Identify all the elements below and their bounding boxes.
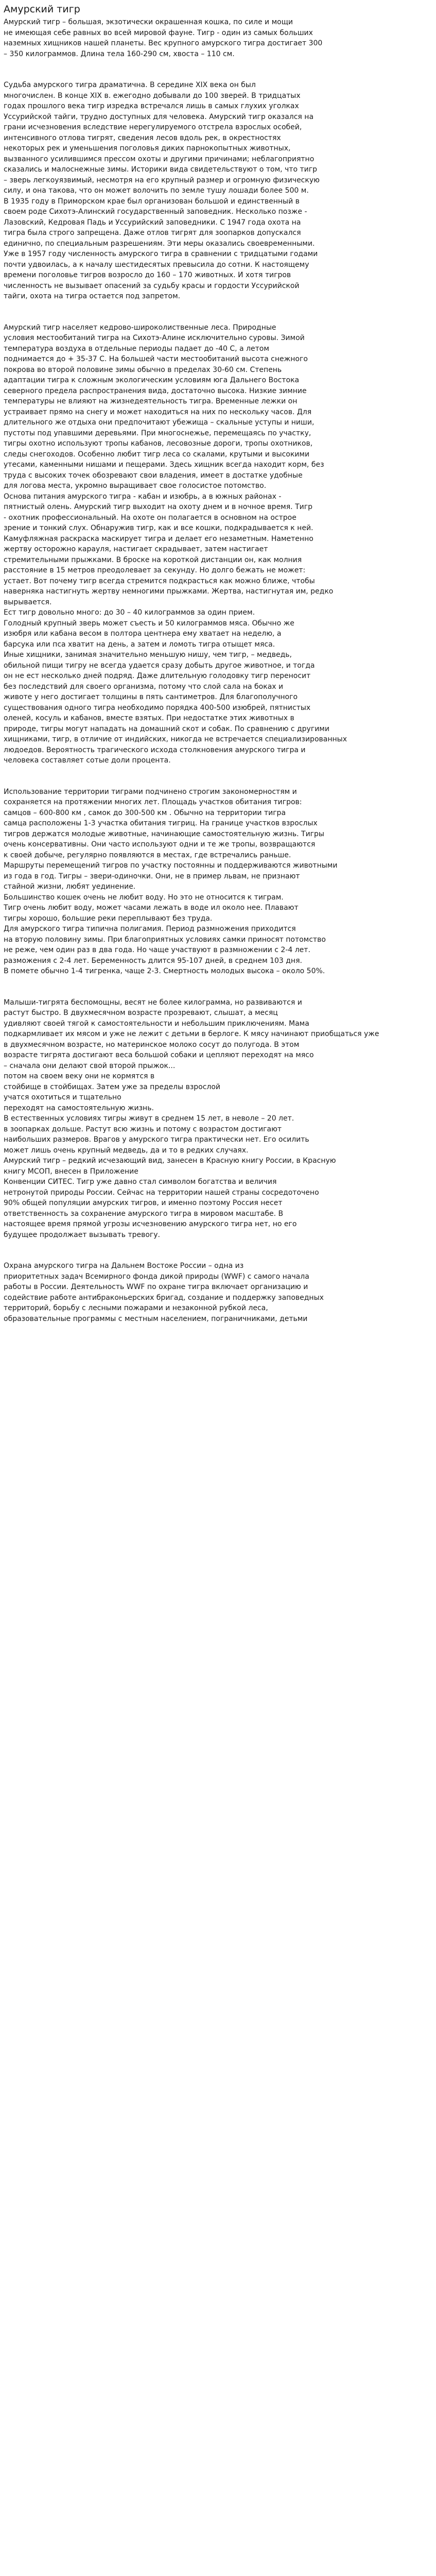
- text-line: Иные хищники, занимая значительно меньшую нишу, чем тигр, – медведь,: [4, 651, 292, 659]
- text-line: без последствий для своего организма, потому что слой сала на боках и: [4, 682, 284, 691]
- text-line: В естественных условиях тигры живут в среднем 15 лет, в неволе – 20 лет.: [4, 1114, 294, 1123]
- text-line: природе, тигры могут нападать на домашний скот и собак. По сравнению с другими: [4, 724, 329, 733]
- paragraph-gap: [4, 977, 432, 997]
- text-line: температуры не влияют на жизнедеятельность тигра. Временные лежки он: [4, 397, 298, 405]
- text-line: поднимается до + 35-37 С. На большей части местообитаний высота снежного: [4, 355, 308, 363]
- paragraph: [4, 997, 432, 1241]
- text-line: северного предела распространения вида, достаточно высока. Низкие зимние: [4, 386, 307, 395]
- text-line: Малыши-тигрята беспомощны, весят не более килограмма, но развиваются и: [4, 998, 302, 1007]
- text-line: тигров держатся молодые животные, начинающие самостоятельную жизнь. Тигры: [4, 829, 324, 838]
- text-line: Амурский тигр населяет кедрово-широколиственные леса. Природные: [4, 323, 276, 332]
- text-line: длительного же отдыха они предпочитают убежища – скальные уступы и ниши,: [4, 418, 315, 427]
- text-line: Основа питания амурского тигра - кабан и изюбрь, а в южных районах -: [4, 492, 282, 501]
- text-line: содействие работе антибраконьерских бригад, создание и поддержку заповедных: [4, 1293, 324, 1302]
- text-line: самцов – 600-800 км , самок до 300-500 км . Обычно на территории тигра: [4, 808, 286, 817]
- text-line: растут быстро. В двухмесячном возрасте прозревают, слышат, а месяц: [4, 1009, 278, 1017]
- text-line: Уссурийской тайги, трудно доступных для человека. Амурский тигр оказался на: [4, 112, 314, 121]
- text-line: книгу МСОП, внесен в Приложение: [4, 1167, 138, 1176]
- text-line: условия местообитаний тигра на Сихотэ-Алине исключительно суровы. Зимой: [4, 334, 305, 342]
- paragraph: [4, 1261, 432, 1324]
- text-line: Камуфляжная раскраска маскирует тигра и делает его незаметным. Наметенно: [4, 534, 313, 543]
- text-line: настоящее время прямой угрозы исчезновению амурского тигра нет, но его: [4, 1220, 297, 1228]
- text-line: сказались и малоснежные зимы. Историки вида свидетельствуют о том, что тигр: [4, 165, 317, 174]
- text-line: стремительными прыжками. В броске на короткой дистанции он, как молния: [4, 555, 302, 564]
- text-line: наземных хищников нашей планеты. Вес крупного амурского тигра достигает 300: [4, 39, 323, 47]
- text-line: Тигр очень любит воду, может часами лежать в воде ил около нее. Плавают: [4, 904, 299, 912]
- paragraph: [4, 323, 432, 766]
- text-line: тайги, охота на тигра остается под запретом.: [4, 292, 181, 300]
- text-line: – 350 килограммов. Длина тела 160-290 см, хвоста – 110 см.: [4, 49, 235, 58]
- text-line: устраивает прямо на снегу и может находиться на них по нескольку часов. Для: [4, 408, 312, 416]
- text-line: температура воздуха в отдельные периоды падает до -40 С, а летом: [4, 344, 269, 353]
- text-line: самца расположены 1-3 участка обитания тигриц. На границе участков взрослых: [4, 819, 318, 827]
- text-line: для логова места, укромно выращивает свое голосистое потомство.: [4, 482, 267, 490]
- text-line: Амурский тигр – большая, экзотически окрашенная кошка, по силе и мощи: [4, 18, 293, 26]
- text-line: ответственность за сохранение амурского тигра в мировом масштабе. В: [4, 1209, 284, 1218]
- text-line: тигры охотно используют тропы кабанов, лесовозные дороги, тропы охотников,: [4, 439, 313, 448]
- text-line: вырывается.: [4, 598, 52, 606]
- text-line: расстояние в 15 метров преодолевает за секунду. Но долго бежать не может:: [4, 566, 306, 574]
- text-line: стайной жизни, любят уединение.: [4, 883, 136, 891]
- text-line: наибольших размеров. Врагов у амурского тигра практически нет. Его осилить: [4, 1136, 309, 1144]
- text-line: потом на своем веку они не кормятся в: [4, 1072, 155, 1080]
- text-line: некоторых рек и уменьшения поголовья диких парнокопытных животных,: [4, 144, 291, 152]
- text-line: жертву осторожно карауля, настигает скрадывает, затем настигает: [4, 545, 268, 553]
- text-line: он не ест несколько дней подряд. Даже длительную голодовку тигр переносит: [4, 672, 311, 680]
- text-line: В 1935 году в Приморском крае был организован большой и единственный в: [4, 197, 300, 206]
- text-line: не имеющая себе равных во всей мировой фауне. Тигр - один из самых больших: [4, 28, 313, 37]
- text-line: человека составляет сотые доли процента.: [4, 756, 171, 765]
- text-line: в зоопарках дольше. Растут всю жизнь и потому с возрастом достигают: [4, 1125, 282, 1133]
- text-line: наверняка настигнуть жертву немногими прыжками. Жертва, настигнутая им, редко: [4, 587, 334, 596]
- text-line: своем роде Сихотэ-Алинский государственный заповедник. Несколько позже -: [4, 208, 307, 216]
- text-line: Голодный крупный зверь может съесть и 50 килограммов мяса. Обычно же: [4, 619, 294, 628]
- text-line: адаптации тигра к сложным экологическим условиям юга Дальнего Востока: [4, 376, 300, 384]
- text-line: покрова во второй половине зимы обычно в пределах 30-60 см. Степень: [4, 365, 282, 374]
- text-line: пустоты под упавшими деревьями. При многоснежье, перемещаясь по участку,: [4, 429, 311, 437]
- text-line: нетронутой природы России. Сейчас на территории нашей страны сосредоточено: [4, 1188, 319, 1197]
- text-line: изюбря или кабана весом в полтора центнера ему хватает на неделю, а: [4, 630, 282, 638]
- paragraph: [4, 17, 432, 59]
- text-line: Лазовский, Кедровая Падь и Уссурийский заповедники. С 1947 года охота на: [4, 218, 301, 227]
- paragraph-gap: [4, 302, 432, 323]
- text-line: животе у него достигает толщины в пять сантиметров. Для благополучного: [4, 693, 298, 701]
- text-line: – зверь легкоуязвимый, несмотря на его крупный размер и огромную физическую: [4, 176, 320, 184]
- text-line: Судьба амурского тигра драматична. В середине XIX века он был: [4, 81, 256, 89]
- text-line: учатся охотиться и тщательно: [4, 1093, 121, 1101]
- text-line: тигра была строго запрещена. Даже отлов тигрят для зоопарков допускался: [4, 229, 301, 237]
- text-line: многочислен. В конце XIX в. ежегодно добывали до 100 зверей. В тридцатых: [4, 91, 301, 100]
- text-line: хищниками, тигр, в отличие от индийских, никогда не встречается специализированных: [4, 735, 347, 743]
- text-line: Маршруты перемещений тигров по участку постоянны и поддерживаются животными: [4, 861, 338, 870]
- text-line: оленей, косуль и кабанов, вместе взятых. При недостатке этих животных в: [4, 714, 294, 722]
- text-line: пятнистый олень. Амурский тигр выходит на охоту днем и в ночное время. Тигр: [4, 503, 312, 511]
- text-line: утесами, каменными нишами и пещерами. Здесь хищник всегда находит корм, без: [4, 461, 324, 469]
- text-line: переходят на самостоятельную жизнь.: [4, 1104, 154, 1112]
- paragraph: [4, 80, 432, 302]
- text-line: интенсивного отлова тигрят, сведения лесов вдоль рек, в окрестностях: [4, 133, 281, 142]
- text-line: труда с высоких точек обозревают свои владения, имеет в достатке удобные: [4, 471, 303, 480]
- text-line: не реже, чем один раз в два года. Но чаще участвуют в размножении с 2-4 лет.: [4, 946, 310, 954]
- paragraph: [4, 787, 432, 977]
- text-line: образовательные программы с местным населением, пограничниками, детьми: [4, 1314, 308, 1323]
- text-line: времени поголовье тигров возросло до 160 – 170 животных. И хотя тигров: [4, 271, 291, 279]
- text-line: подкармливает их мясом и уже не лежит с детьми в берлоге. К мясу начинают приобщаться уже: [4, 1030, 379, 1038]
- text-line: удивляют своей тягой к самостоятельности и небольшим приключениям. Мама: [4, 1019, 309, 1028]
- text-line: единично, по специальным разрешениям. Эти меры оказались своевременными.: [4, 239, 315, 248]
- text-line: Конвенции СИТЕС. Тигр уже давно стал символом богатства и величия: [4, 1178, 277, 1186]
- paragraph-gap: [4, 1240, 432, 1261]
- text-line: из года в год. Тигры – звери-одиночки. Они, не в пример львам, не признают: [4, 872, 300, 880]
- text-line: сохраняется на протяжении многих лет. Площадь участков обитания тигров:: [4, 798, 302, 806]
- paragraph-gap: [4, 59, 432, 80]
- text-line: обильной пищи тигру не всегда удается сразу добыть другое животное, и тогда: [4, 661, 315, 670]
- text-line: силу, и она такова, что он может волочить по земле тушу лошади более 500 м.: [4, 187, 309, 195]
- text-line: работы в России. Деятельность WWF по охране тигра включает организацию и: [4, 1283, 308, 1291]
- text-line: тигры хорошо, большие реки переплывают без труда.: [4, 914, 213, 923]
- text-line: Уже в 1957 году численность амурского тигра в сравнении с тридцатыми годами: [4, 250, 318, 258]
- text-line: может лишь очень крупный медведь, да и то в редких случаях.: [4, 1146, 249, 1155]
- text-line: барсука или пса хватит на день, а затем и ломоть тигра отыщет мяса.: [4, 640, 275, 649]
- text-line: Амурский тигр – редкий исчезающий вид, занесен в Красную книгу России, в Красную: [4, 1157, 336, 1165]
- text-line: следы снегоходов. Особенно любит тигр леса со скалами, крутыми и высокими: [4, 450, 310, 459]
- text-line: устает. Вот почему тигр всегда стремится подкрасться как можно ближе, чтобы: [4, 577, 315, 585]
- text-line: численность не вызывает опасений за судьбу красы и гордости Уссурийской: [4, 281, 300, 290]
- text-line: в двухмесячном возрасте, но материнское молоко сосут до полугода. В этом: [4, 1040, 300, 1049]
- text-line: вызванного усилившимся прессом охоты и другими причинами; неблагоприятно: [4, 155, 315, 163]
- text-line: почти удвоилась, а к началу шестидесятых превысила до сотни. К настоящему: [4, 260, 309, 269]
- text-line: Большинство кошек очень не любит воду. Но это не относится к тиграм.: [4, 893, 284, 902]
- text-line: 90% общей популяции амурских тигров, и именно поэтому Россия несет: [4, 1199, 283, 1207]
- text-line: Использование территории тиграми подчинено строгим закономерностям и: [4, 787, 297, 796]
- text-line: Ест тигр довольно много: до 30 – 40 килограммов за один прием.: [4, 608, 255, 617]
- page-title: Амурский тигр: [4, 4, 80, 15]
- text-line: стойбище в стойбищах. Затем уже за пределы взрослой: [4, 1082, 221, 1091]
- text-line: к своей добыче, регулярно появляются в местах, где встречались раньше.: [4, 851, 291, 859]
- text-line: годах прошлого века тигр изредка встречался лишь в самых глухих уголках: [4, 102, 299, 110]
- text-line: приоритетных задач Всемирного фонда дикой природы (WWF) с самого начала: [4, 1272, 309, 1281]
- text-line: – сначала они делают свой второй прыжок...: [4, 1061, 176, 1070]
- text-line: - охотник профессиональный. На охоте он полагается в основном на острое: [4, 513, 297, 522]
- text-line: грани исчезновения вследствие нерегулируемого отстрела взрослых особей,: [4, 123, 302, 131]
- text-line: существования одного тигра необходимо порядка 400-500 изюбрей, пятнистых: [4, 703, 311, 712]
- article-body: [4, 17, 432, 1324]
- text-line: территорий, борьбу с лесными пожарами и незаконной рубкой леса,: [4, 1304, 268, 1312]
- text-line: разможения с 2-4 лет. Беременность длится 95-107 дней, в среднем 103 дня.: [4, 956, 302, 965]
- text-line: В помете обычно 1-4 тигренка, чаще 2-3. Смертность молодых высока – около 50%.: [4, 967, 325, 975]
- text-line: на вторую половину зимы. При благоприятных условиях самки приносят потомство: [4, 935, 326, 944]
- text-line: Охрана амурского тигра на Дальнем Востоке России – одна из: [4, 1262, 244, 1270]
- text-line: возрасте тигрята достигают веса большой собаки и цепляют переходят на мясо: [4, 1051, 314, 1059]
- paragraph-gap: [4, 766, 432, 787]
- text-line: очень консервативны. Они часто используют одни и те же тропы, возвращаются: [4, 840, 316, 849]
- text-line: зрение и тонкий слух. Обнаружив тигр, как и все кошки, подкрадывается к ней.: [4, 524, 313, 532]
- text-line: Для амурского тигра типична полигамия. Период размножения приходится: [4, 925, 296, 933]
- text-line: будущее продолжает вызывать тревогу.: [4, 1230, 161, 1239]
- text-line: людоедов. Вероятность трагического исхода столкновения амурского тигра и: [4, 745, 306, 754]
